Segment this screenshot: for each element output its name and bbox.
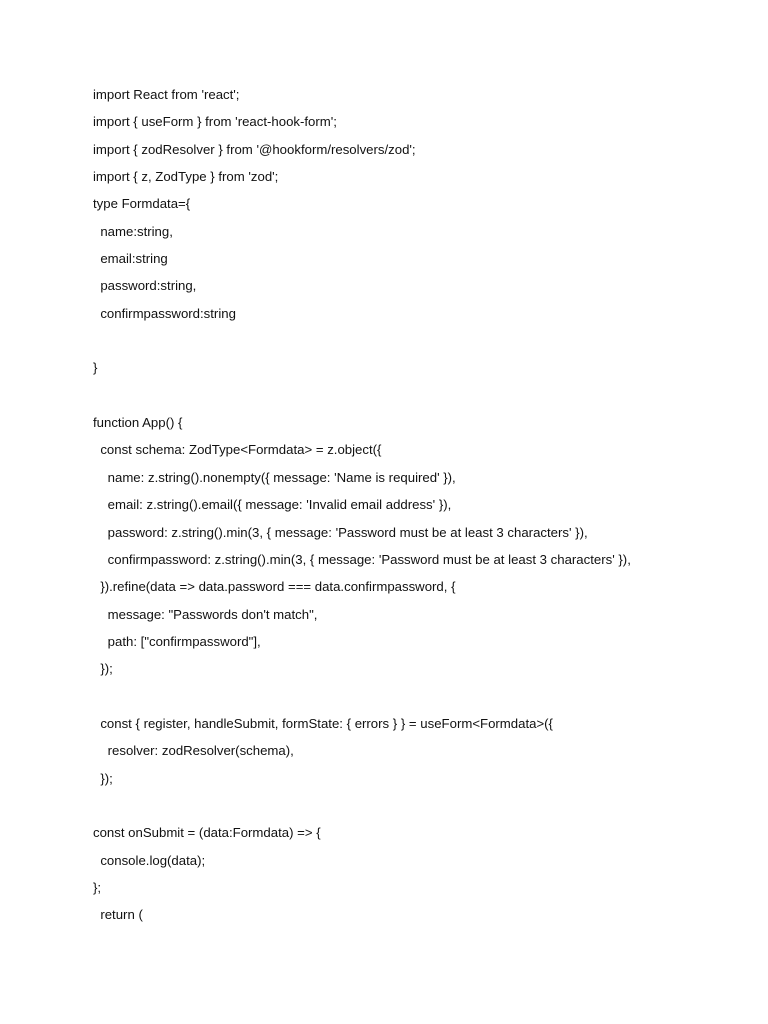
code-line: }); [93, 770, 113, 786]
code-line: resolver: zodResolver(schema), [93, 743, 294, 759]
code-line: message: "Passwords don't match", [93, 606, 318, 622]
code-line: name: z.string().nonempty({ message: 'Name is required' }), [93, 469, 456, 485]
code-line: name:string, [93, 223, 173, 239]
code-line: const { register, handleSubmit, formState: { errors } } = useForm<Formdata>({ [93, 715, 553, 731]
code-line: function App() { [93, 415, 183, 431]
code-line: email:string [93, 251, 168, 267]
code-line: }); [93, 661, 113, 677]
code-line: import { useForm } from 'react-hook-form'; [93, 114, 337, 130]
blank-line [93, 385, 753, 412]
code-line: import React from 'react'; [93, 87, 240, 102]
code-line: }; [93, 879, 102, 895]
code-line: confirmpassword: z.string().min(3, { message: 'Password must be at least 3 characters' }), [93, 551, 631, 567]
code-line: email: z.string().email({ message: 'Invalid email address' }), [93, 497, 452, 513]
code-line: const schema: ZodType<Formdata> = z.object({ [93, 442, 382, 458]
code-line: import { z, ZodType } from 'zod'; [93, 169, 279, 185]
code-line: }).refine(data => data.password === data.confirmpassword, { [93, 579, 456, 595]
code-line: console.log(data); [93, 852, 206, 868]
code-line: const onSubmit = (data:Formdata) => { [93, 825, 321, 841]
code-line: type Formdata={ [93, 196, 191, 212]
code-text-block [93, 84, 753, 932]
code-line: confirmpassword:string [93, 305, 236, 321]
code-line: } [93, 360, 98, 376]
code-line: return ( [93, 907, 143, 923]
blank-line [93, 686, 753, 713]
code-line: password: z.string().min(3, { message: 'Password must be at least 3 characters' }), [93, 524, 588, 540]
blank-line [93, 330, 753, 357]
code-line: password:string, [93, 278, 197, 294]
blank-line [93, 795, 753, 822]
code-line: path: ["confirmpassword"], [93, 633, 261, 649]
code-line: import { zodResolver } from '@hookform/resolvers/zod'; [93, 141, 416, 157]
